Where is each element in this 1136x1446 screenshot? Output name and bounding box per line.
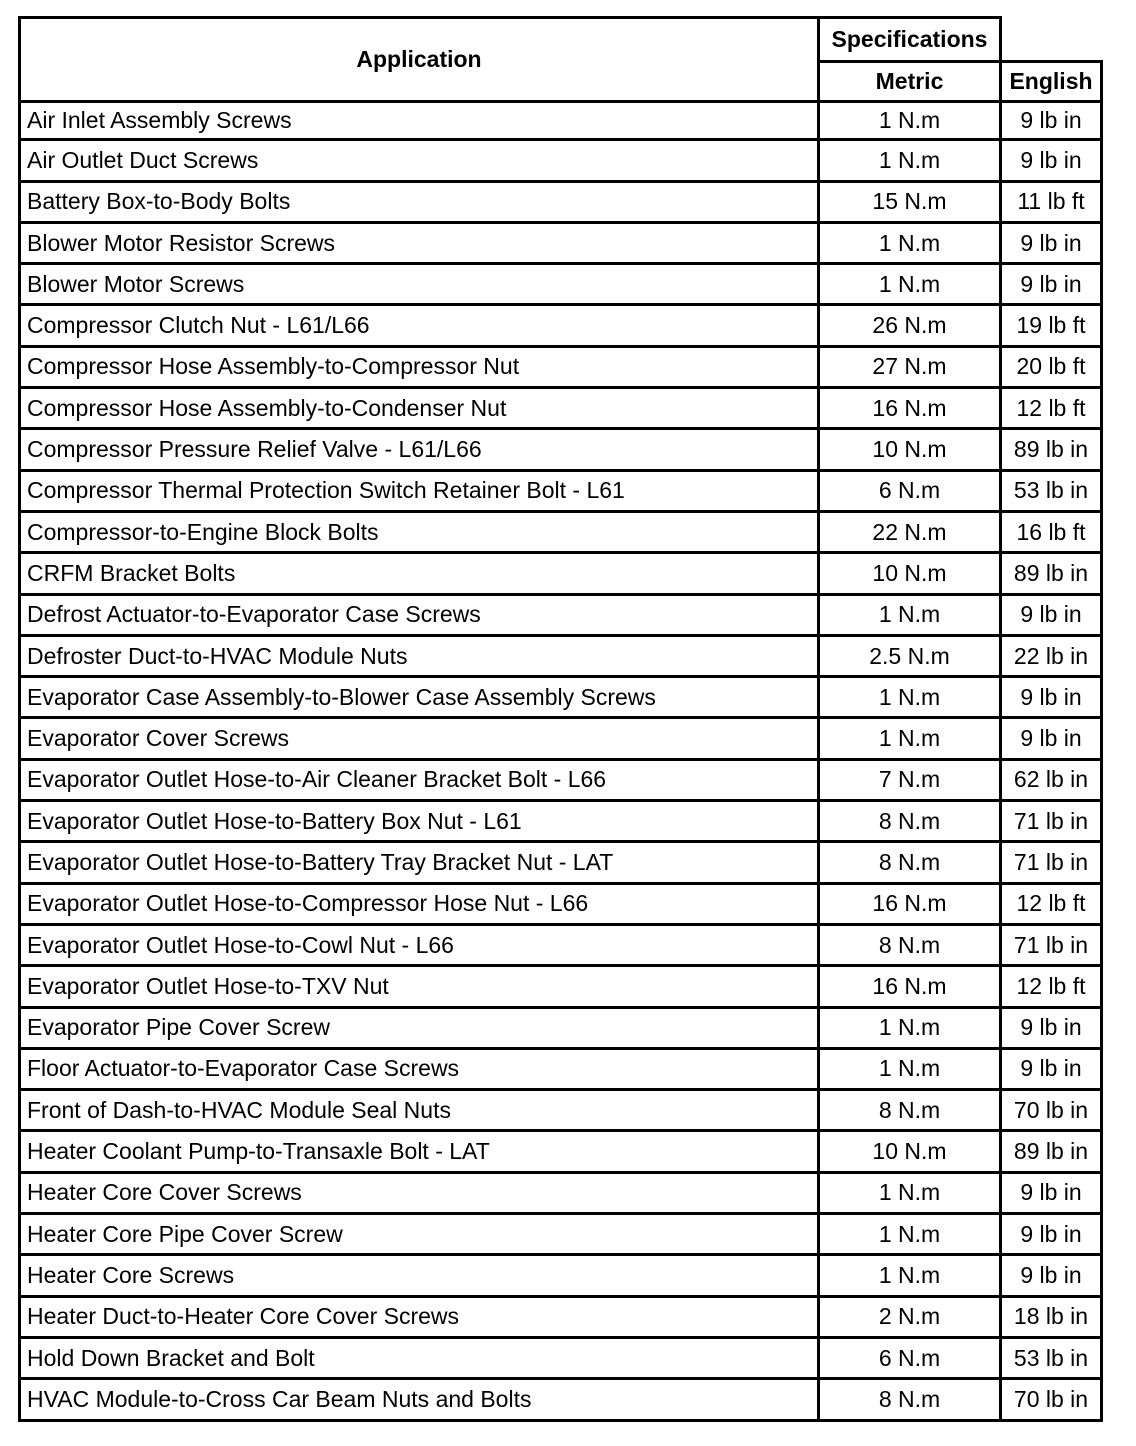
cell-english: 9 lb in xyxy=(999,100,1103,141)
cell-application: CRFM Bracket Bolts xyxy=(18,551,820,595)
table-row xyxy=(18,183,1103,224)
cell-application: Heater Core Cover Screws xyxy=(18,1171,820,1215)
cell-application: Compressor Clutch Nut - L61/L66 xyxy=(18,303,820,347)
table-row xyxy=(18,430,1103,471)
cell-metric: 22 N.m xyxy=(817,510,1002,554)
cell-english: 12 lb ft xyxy=(999,882,1103,926)
cell-english: 9 lb in xyxy=(999,221,1103,265)
cell-english: 9 lb in xyxy=(999,1006,1103,1050)
table-body xyxy=(18,100,1103,1422)
table-row xyxy=(18,554,1103,595)
table-row xyxy=(18,1132,1103,1173)
cell-application: Evaporator Outlet Hose-to-Compressor Hose Nut - L66 xyxy=(18,882,820,926)
table-grid xyxy=(18,16,1103,1429)
cell-english: 9 lb in xyxy=(999,1047,1103,1091)
cell-application: Compressor Thermal Protection Switch Retainer Bolt - L61 xyxy=(18,469,820,513)
cell-metric: 1 N.m xyxy=(817,221,1002,265)
cell-english: 62 lb in xyxy=(999,758,1103,802)
cell-english: 71 lb in xyxy=(999,923,1103,967)
table-row xyxy=(18,885,1103,926)
cell-metric: 1 N.m xyxy=(817,1006,1002,1050)
table-row xyxy=(18,1091,1103,1132)
cell-english: 9 lb in xyxy=(999,716,1103,760)
cell-metric: 27 N.m xyxy=(817,345,1002,389)
cell-english: 22 lb in xyxy=(999,634,1103,678)
table-row xyxy=(18,1380,1103,1421)
cell-metric: 6 N.m xyxy=(817,1336,1002,1380)
cell-metric: 10 N.m xyxy=(817,551,1002,595)
cell-application: Blower Motor Resistor Screws xyxy=(18,221,820,265)
table-row xyxy=(18,472,1103,513)
cell-application: Heater Core Pipe Cover Screw xyxy=(18,1212,820,1256)
cell-metric: 1 N.m xyxy=(817,100,1002,141)
cell-metric: 2.5 N.m xyxy=(817,634,1002,678)
table-row xyxy=(18,719,1103,760)
cell-application: Evaporator Outlet Hose-to-Air Cleaner Bracket Bolt - L66 xyxy=(18,758,820,802)
table-row xyxy=(18,513,1103,554)
table-row xyxy=(18,1009,1103,1050)
cell-metric: 2 N.m xyxy=(817,1295,1002,1339)
table-row xyxy=(18,637,1103,678)
cell-english: 16 lb ft xyxy=(999,510,1103,554)
cell-english: 89 lb in xyxy=(999,427,1103,471)
cell-metric: 16 N.m xyxy=(817,964,1002,1008)
cell-english: 89 lb in xyxy=(999,551,1103,595)
cell-application: Heater Duct-to-Heater Core Cover Screws xyxy=(18,1295,820,1339)
cell-application: Hold Down Bracket and Bolt xyxy=(18,1336,820,1380)
cell-english: 18 lb in xyxy=(999,1295,1103,1339)
cell-english: 9 lb in xyxy=(999,1171,1103,1215)
table-row xyxy=(18,1174,1103,1215)
table-row xyxy=(18,1339,1103,1380)
cell-english: 53 lb in xyxy=(999,469,1103,513)
cell-metric: 16 N.m xyxy=(817,882,1002,926)
cell-application: Evaporator Case Assembly-to-Blower Case Assembly Screws xyxy=(18,675,820,719)
cell-metric: 1 N.m xyxy=(817,593,1002,637)
cell-english: 11 lb ft xyxy=(999,180,1103,224)
cell-application: Heater Coolant Pump-to-Transaxle Bolt - LAT xyxy=(18,1129,820,1173)
header-metric: Metric xyxy=(817,60,1002,103)
cell-application: Evaporator Outlet Hose-to-Cowl Nut - L66 xyxy=(18,923,820,967)
cell-english: 19 lb ft xyxy=(999,303,1103,347)
table-row xyxy=(18,100,1103,141)
table-row xyxy=(18,306,1103,347)
header-english: English xyxy=(999,60,1103,103)
cell-english: 9 lb in xyxy=(999,138,1103,182)
cell-metric: 8 N.m xyxy=(817,799,1002,843)
cell-application: Compressor Pressure Relief Valve - L61/L66 xyxy=(18,427,820,471)
table-row xyxy=(18,348,1103,389)
cell-application: Front of Dash-to-HVAC Module Seal Nuts xyxy=(18,1088,820,1132)
table-row xyxy=(18,1050,1103,1091)
cell-metric: 6 N.m xyxy=(817,469,1002,513)
header-specifications: Specifications xyxy=(817,16,1002,63)
table-row xyxy=(18,265,1103,306)
cell-english: 70 lb in xyxy=(999,1088,1103,1132)
cell-application: Evaporator Outlet Hose-to-Battery Tray Bracket Nut - LAT xyxy=(18,840,820,884)
cell-application: Air Outlet Duct Screws xyxy=(18,138,820,182)
cell-english: 9 lb in xyxy=(999,1212,1103,1256)
table-row xyxy=(18,802,1103,843)
cell-metric: 1 N.m xyxy=(817,1212,1002,1256)
cell-metric: 7 N.m xyxy=(817,758,1002,802)
cell-application: Air Inlet Assembly Screws xyxy=(18,100,820,141)
torque-spec-table xyxy=(18,16,1103,1429)
cell-application: Defrost Actuator-to-Evaporator Case Screws xyxy=(18,593,820,637)
cell-application: Battery Box-to-Body Bolts xyxy=(18,180,820,224)
cell-application: Evaporator Outlet Hose-to-Battery Box Nut - L61 xyxy=(18,799,820,843)
cell-metric: 10 N.m xyxy=(817,1129,1002,1173)
cell-metric: 10 N.m xyxy=(817,427,1002,471)
table-row xyxy=(18,596,1103,637)
cell-metric: 1 N.m xyxy=(817,1047,1002,1091)
cell-english: 12 lb ft xyxy=(999,964,1103,1008)
cell-english: 20 lb ft xyxy=(999,345,1103,389)
table-row xyxy=(18,1256,1103,1297)
cell-english: 53 lb in xyxy=(999,1336,1103,1380)
cell-application: Blower Motor Screws xyxy=(18,262,820,306)
cell-metric: 8 N.m xyxy=(817,1088,1002,1132)
cell-application: Compressor Hose Assembly-to-Condenser Nut xyxy=(18,386,820,430)
cell-application: Defroster Duct-to-HVAC Module Nuts xyxy=(18,634,820,678)
cell-application: Evaporator Cover Screws xyxy=(18,716,820,760)
cell-english: 71 lb in xyxy=(999,840,1103,884)
table-row xyxy=(18,761,1103,802)
cell-application: Heater Core Screws xyxy=(18,1253,820,1297)
cell-metric: 1 N.m xyxy=(817,262,1002,306)
cell-metric: 8 N.m xyxy=(817,1377,1002,1421)
cell-english: 89 lb in xyxy=(999,1129,1103,1173)
header-application: Application xyxy=(18,16,820,103)
cell-application: Compressor-to-Engine Block Bolts xyxy=(18,510,820,554)
table-row xyxy=(18,967,1103,1008)
cell-application: Floor Actuator-to-Evaporator Case Screws xyxy=(18,1047,820,1091)
table-row xyxy=(18,389,1103,430)
cell-application: HVAC Module-to-Cross Car Beam Nuts and Bolts xyxy=(18,1377,820,1421)
cell-application: Evaporator Outlet Hose-to-TXV Nut xyxy=(18,964,820,1008)
table-row xyxy=(18,678,1103,719)
table-row xyxy=(18,843,1103,884)
table-row xyxy=(18,926,1103,967)
cell-application: Evaporator Pipe Cover Screw xyxy=(18,1006,820,1050)
cell-english: 9 lb in xyxy=(999,1253,1103,1297)
cell-english: 9 lb in xyxy=(999,675,1103,719)
cell-english: 70 lb in xyxy=(999,1377,1103,1421)
cell-english: 9 lb in xyxy=(999,593,1103,637)
cell-metric: 16 N.m xyxy=(817,386,1002,430)
cell-english: 71 lb in xyxy=(999,799,1103,843)
cell-metric: 8 N.m xyxy=(817,923,1002,967)
table-row xyxy=(18,224,1103,265)
cell-metric: 15 N.m xyxy=(817,180,1002,224)
cell-application: Compressor Hose Assembly-to-Compressor Nut xyxy=(18,345,820,389)
cell-metric: 1 N.m xyxy=(817,675,1002,719)
cell-metric: 8 N.m xyxy=(817,840,1002,884)
table-row xyxy=(18,1215,1103,1256)
cell-english: 9 lb in xyxy=(999,262,1103,306)
table-row xyxy=(18,1298,1103,1339)
cell-metric: 26 N.m xyxy=(817,303,1002,347)
cell-metric: 1 N.m xyxy=(817,138,1002,182)
cell-metric: 1 N.m xyxy=(817,1253,1002,1297)
table-row xyxy=(18,141,1103,182)
cell-english: 12 lb ft xyxy=(999,386,1103,430)
cell-metric: 1 N.m xyxy=(817,1171,1002,1215)
cell-metric: 1 N.m xyxy=(817,716,1002,760)
